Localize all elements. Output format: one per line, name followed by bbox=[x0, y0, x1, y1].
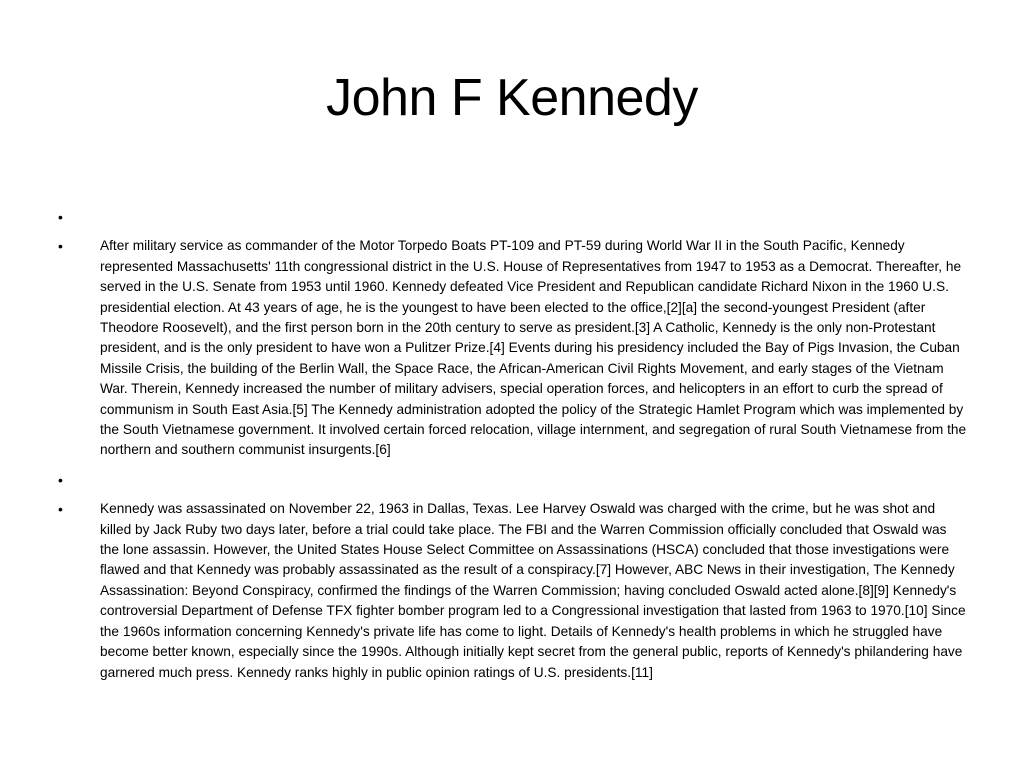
bullet-point-icon: • bbox=[58, 209, 63, 225]
bullet-item-empty-2 bbox=[58, 470, 968, 490]
bullet-text: Kennedy was assassinated on November 22, 1963 in Dallas, Texas. Lee Harvey Oswald was charged with the crime, but he was shot and killed by Jack Ruby two days later, before a trial could take place. The FBI and the Warren Commission officially concluded that Oswald was the lone assassin. However, the United States House Select Committee on Assassinations (HSCA) concluded that those investigations were flawed and that Kennedy was probably assassinated as the result of a conspiracy.[7] However, ABC News in their investigation, The Kennedy Assassination: Beyond Conspiracy, confirmed the findings of the Warren Commission; having concluded Oswald acted alone.[8][9] Kennedy's controversial Department of Defense TFX fighter bomber program led to a Congressional investigation that lasted from 1963 to 1970.[10] Since the 1960s information concerning Kennedy's private life has come to light. Details of Kennedy's health problems in which he struggled have become better known, especially since the 1990s. Although initially kept secret from the general public, reports of Kennedy's philandering have garnered much press. Kennedy ranks highly in public opinion ratings of U.S. presidents.[11] bbox=[100, 501, 966, 680]
slide-title: John F Kennedy bbox=[326, 69, 698, 127]
bullet-item-assassination bbox=[58, 499, 968, 683]
bullet-item-military-career bbox=[58, 236, 968, 460]
bullet-text: After military service as commander of the Motor Torpedo Boats PT-109 and PT-59 during World War II in the South Pacific, Kennedy represented Massachusetts' 11th congressional district in the U.S. House of Representatives from 1947 to 1953 as a Democrat. Thereafter, he served in the U.S. Senate from 1953 until 1960. Kennedy defeated Vice President and Republican candidate Richard Nixon in the 1960 U.S. presidential election. At 43 years of age, he is the youngest to have been elected to the office,[2][a] the second-youngest President (after Theodore Roosevelt), and the first person born in the 20th century to serve as president.[3] A Catholic, Kennedy is the only non-Protestant president, and is the only president to have won a Pulitzer Prize.[4] Events during his presidency included the Bay of Pigs Invasion, the Cuban Missile Crisis, the building of the Berlin Wall, the Space Race, the African-American Civil Rights Movement, and early stages of the Vietnam War. Therein, Kennedy increased the number of military advisers, special operation forces, and helicopters in an effort to curb the spread of communism in South East Asia.[5] The Kennedy administration adopted the policy of the Strategic Hamlet Program which was implemented by the South Vietnamese government. It involved certain forced relocation, village internment, and segregation of rural South Vietnamese from the northern and southern communist insurgents.[6] bbox=[100, 238, 967, 458]
bullet-list bbox=[58, 207, 968, 683]
bullet-point-icon: • bbox=[58, 501, 63, 518]
bullet-point-icon: • bbox=[58, 471, 63, 488]
bullet-point-icon: • bbox=[58, 238, 63, 255]
bullet-item-empty-1 bbox=[58, 207, 968, 227]
